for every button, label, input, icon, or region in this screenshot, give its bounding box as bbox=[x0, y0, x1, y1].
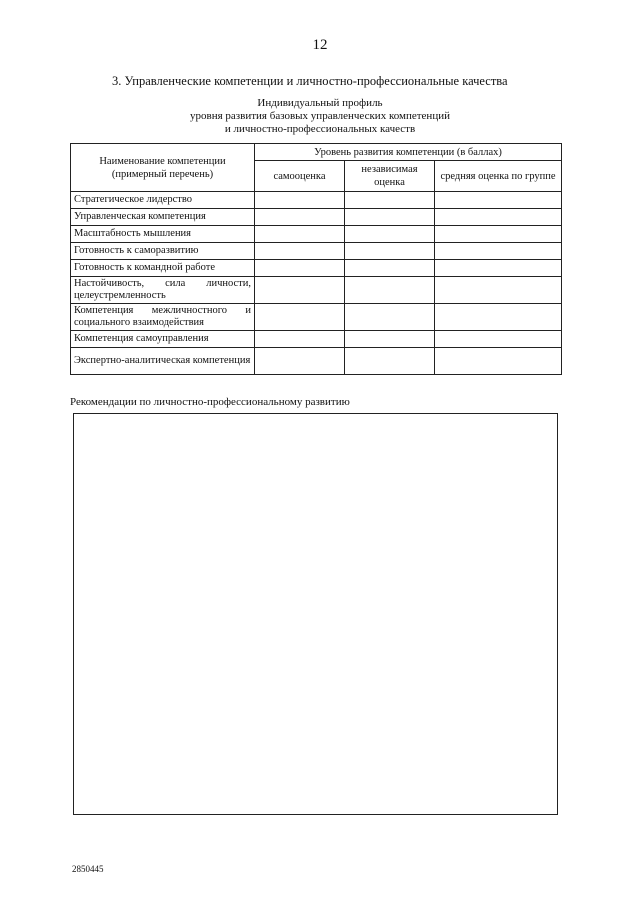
group-average-cell[interactable] bbox=[435, 331, 562, 348]
self-assessment-cell[interactable] bbox=[255, 348, 345, 375]
group-average-cell[interactable] bbox=[435, 304, 562, 331]
independent-assessment-cell[interactable] bbox=[345, 243, 435, 260]
profile-title-line-2: уровня развития базовых управленческих компетенций bbox=[190, 110, 450, 122]
competence-name: Готовность к командной работе bbox=[71, 260, 255, 277]
independent-assessment-cell[interactable] bbox=[345, 260, 435, 277]
self-assessment-cell[interactable] bbox=[255, 260, 345, 277]
self-assessment-cell[interactable] bbox=[255, 304, 345, 331]
competence-profile-table bbox=[70, 143, 562, 375]
recommendations-field[interactable] bbox=[73, 413, 558, 815]
independent-assessment-cell[interactable] bbox=[345, 192, 435, 209]
document-code: 2850445 bbox=[72, 864, 104, 874]
table-row bbox=[71, 304, 562, 331]
independent-assessment-cell[interactable] bbox=[345, 331, 435, 348]
table-row bbox=[71, 277, 562, 304]
recommendations-label: Рекомендации по личностно-профессиональному развитию bbox=[70, 396, 350, 408]
table-row bbox=[71, 260, 562, 277]
competence-name: Готовность к саморазвитию bbox=[71, 243, 255, 260]
table-row bbox=[71, 243, 562, 260]
group-average-cell[interactable] bbox=[435, 226, 562, 243]
group-average-cell[interactable] bbox=[435, 277, 562, 304]
independent-assessment-cell[interactable] bbox=[345, 304, 435, 331]
group-average-cell[interactable] bbox=[435, 209, 562, 226]
group-average-cell[interactable] bbox=[435, 260, 562, 277]
column-header-self-assessment: самооценка bbox=[255, 161, 345, 192]
competence-name: Управленческая компетенция bbox=[71, 209, 255, 226]
profile-title-line-3: и личностно-профессиональных качеств bbox=[224, 123, 416, 135]
column-header-level: Уровень развития компетенции (в баллах) bbox=[255, 144, 562, 161]
table-row bbox=[71, 331, 562, 348]
self-assessment-cell[interactable] bbox=[255, 277, 345, 304]
group-average-cell[interactable] bbox=[435, 243, 562, 260]
column-header-competence-name: Наименование компетенции (примерный перечень) bbox=[71, 144, 255, 192]
column-header-independent-assessment: независимая оценка bbox=[345, 161, 435, 192]
self-assessment-cell[interactable] bbox=[255, 192, 345, 209]
self-assessment-cell[interactable] bbox=[255, 331, 345, 348]
independent-assessment-cell[interactable] bbox=[345, 277, 435, 304]
independent-assessment-cell[interactable] bbox=[345, 348, 435, 375]
self-assessment-cell[interactable] bbox=[255, 209, 345, 226]
self-assessment-cell[interactable] bbox=[255, 226, 345, 243]
competence-name: Экспертно-аналитическая компетенция bbox=[71, 348, 255, 375]
competence-name: Стратегическое лидерство bbox=[71, 192, 255, 209]
competence-name: Компетенция самоуправления bbox=[71, 331, 255, 348]
self-assessment-cell[interactable] bbox=[255, 243, 345, 260]
group-average-cell[interactable] bbox=[435, 348, 562, 375]
independent-assessment-cell[interactable] bbox=[345, 209, 435, 226]
page-number: 12 bbox=[312, 37, 328, 53]
table-row bbox=[71, 226, 562, 243]
section-title: 3. Управленческие компетенции и личностно-профессиональные качества bbox=[112, 74, 508, 88]
competence-name: Компетенция межличностного и социального взаимодействия bbox=[71, 304, 255, 331]
profile-title-line-1: Индивидуальный профиль bbox=[257, 97, 383, 109]
independent-assessment-cell[interactable] bbox=[345, 226, 435, 243]
table-row bbox=[71, 209, 562, 226]
group-average-cell[interactable] bbox=[435, 192, 562, 209]
competence-name: Настойчивость, сила личности, целеустремленность bbox=[71, 277, 255, 304]
table-row bbox=[71, 348, 562, 375]
profile-title bbox=[0, 97, 640, 136]
table-row bbox=[71, 192, 562, 209]
competence-name: Масштабность мышления bbox=[71, 226, 255, 243]
column-header-group-average: средняя оценка по группе bbox=[435, 161, 562, 192]
